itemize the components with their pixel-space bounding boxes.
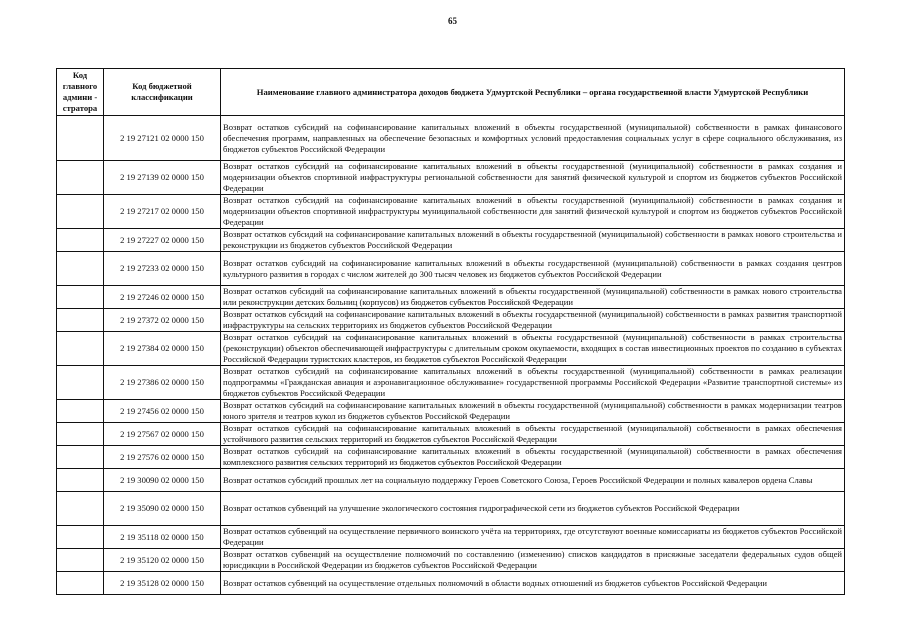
admin-code-cell [57, 492, 104, 526]
budget-code-cell: 2 19 27227 02 0000 150 [104, 229, 221, 252]
admin-code-cell [57, 549, 104, 572]
header-budget-code: Код бюджетной классификации [104, 69, 221, 116]
revenue-name-cell: Возврат остатков субсидий на софинансирование капитальных вложений в объекты государственной (муниципальной) собственности в рамках создания центров культурного развития в городах с числом жителей до 300 тысяч человек из бюджетов субъектов Российской Федерации [221, 252, 845, 286]
header-admin-code: Код главного админи - стратора [57, 69, 104, 116]
table-header-row [57, 69, 845, 116]
budget-code-cell: 2 19 27217 02 0000 150 [104, 195, 221, 229]
revenue-name-cell: Возврат остатков субсидий на софинансирование капитальных вложений в объекты государственной (муниципальной) собственности в рамках модернизации театров юного зрителя и театров кукол из бюджетов субъектов Российской Федерации [221, 400, 845, 423]
table-row [57, 469, 845, 492]
revenue-name-cell: Возврат остатков субвенций на осуществление первичного воинского учёта на территориях, где отсутствуют военные комиссариаты из бюджетов субъектов Российской Федерации [221, 526, 845, 549]
revenue-name-cell: Возврат остатков субсидий на софинансирование капитальных вложений в объекты государственной (муниципальной) собственности в рамках реализации подпрограммы «Гражданская авиация и аэронавигационное обслуживание» государственной программы Российской Федерации «Развитие транспортной системы» из бюджетов субъектов Российской Федерации [221, 366, 845, 400]
budget-code-cell: 2 19 27456 02 0000 150 [104, 400, 221, 423]
revenue-name-cell: Возврат остатков субсидий на софинансирование капитальных вложений в объекты государственной (муниципальной) собственности в рамках обеспечения устойчивого развития сельских территорий из бюджетов субъектов Российской Федерации [221, 423, 845, 446]
admin-code-cell [57, 366, 104, 400]
budget-code-cell: 2 19 27576 02 0000 150 [104, 446, 221, 469]
budget-code-cell: 2 19 35090 02 0000 150 [104, 492, 221, 526]
table-row [57, 195, 845, 229]
revenue-name-cell: Возврат остатков субсидий на софинансирование капитальных вложений в объекты государственной (муниципальной) собственности в рамках нового строительства и реконструкции из бюджетов субъектов Российской Федерации [221, 229, 845, 252]
admin-code-cell [57, 195, 104, 229]
revenue-name-cell: Возврат остатков субвенций на осуществление отдельных полномочий в области водных отношений из бюджетов субъектов Российской Федерации [221, 572, 845, 595]
header-administrator-name: Наименование главного администратора доходов бюджета Удмуртской Республики – органа государственной власти Удмуртской Республики [221, 69, 845, 116]
table-row [57, 116, 845, 161]
revenue-name-cell: Возврат остатков субсидий на софинансирование капитальных вложений в объекты государственной (муниципальной) собственности в рамках нового строительства или реконструкции детских больниц (корпусов) из бюджетов субъектов Российской Федерации [221, 286, 845, 309]
revenue-name-cell: Возврат остатков субсидий на софинансирование капитальных вложений в объекты государственной (муниципальной) собственности в рамках создания и модернизации объектов спортивной инфраструктуры региональной собственности для занятий физической культурой и спортом из бюджетов субъектов Российской Федерации [221, 161, 845, 195]
table-row [57, 252, 845, 286]
revenue-name-cell: Возврат остатков субсидий на софинансирование капитальных вложений в объекты государственной (муниципальной) собственности в рамках строительства (реконструкции) объектов обеспечивающей инфраструктуры с длительным сроком окупаемости, входящих в состав инвестиционных проектов по созданию в субъектах Российской Федерации туристских кластеров, из бюджетов субъектов Российской Федерации [221, 332, 845, 366]
budget-code-cell: 2 19 27384 02 0000 150 [104, 332, 221, 366]
table-row [57, 423, 845, 446]
revenue-name-cell: Возврат остатков субсидий на софинансирование капитальных вложений в объекты государственной (муниципальной) собственности в рамках развития транспортной инфраструктуры на сельских территориях из бюджетов субъектов Российской Федерации [221, 309, 845, 332]
admin-code-cell [57, 400, 104, 423]
budget-code-cell: 2 19 35118 02 0000 150 [104, 526, 221, 549]
budget-code-cell: 2 19 27246 02 0000 150 [104, 286, 221, 309]
revenue-name-cell: Возврат остатков субсидий прошлых лет на социальную поддержку Героев Советского Союза, Героев Российской Федерации и полных кавалеров ордена Славы [221, 469, 845, 492]
budget-code-cell: 2 19 27139 02 0000 150 [104, 161, 221, 195]
table-row [57, 229, 845, 252]
table-row [57, 366, 845, 400]
budget-code-cell: 2 19 35128 02 0000 150 [104, 572, 221, 595]
admin-code-cell [57, 116, 104, 161]
admin-code-cell [57, 252, 104, 286]
table-row [57, 309, 845, 332]
admin-code-cell [57, 446, 104, 469]
table-row [57, 332, 845, 366]
table-row [57, 400, 845, 423]
revenue-administrators-table [56, 68, 845, 595]
page-number: 65 [448, 16, 457, 26]
table-body [57, 116, 845, 595]
table-row [57, 526, 845, 549]
admin-code-cell [57, 229, 104, 252]
revenue-name-cell: Возврат остатков субвенций на улучшение экологического состояния гидрографической сети из бюджетов субъектов Российской Федерации [221, 492, 845, 526]
admin-code-cell [57, 332, 104, 366]
admin-code-cell [57, 309, 104, 332]
admin-code-cell [57, 161, 104, 195]
budget-code-cell: 2 19 27567 02 0000 150 [104, 423, 221, 446]
budget-code-cell: 2 19 35120 02 0000 150 [104, 549, 221, 572]
table-row [57, 446, 845, 469]
budget-code-cell: 2 19 27121 02 0000 150 [104, 116, 221, 161]
budget-code-cell: 2 19 27386 02 0000 150 [104, 366, 221, 400]
revenue-name-cell: Возврат остатков субсидий на софинансирование капитальных вложений в объекты государственной (муниципальной) собственности в рамках создания и модернизации объектов спортивной инфраструктуры муниципальной собственности для занятий физической культурой и спортом из бюджетов субъектов Российской Федерации [221, 195, 845, 229]
admin-code-cell [57, 469, 104, 492]
admin-code-cell [57, 423, 104, 446]
budget-code-cell: 2 19 27372 02 0000 150 [104, 309, 221, 332]
table-row [57, 161, 845, 195]
budget-code-cell: 2 19 27233 02 0000 150 [104, 252, 221, 286]
admin-code-cell [57, 572, 104, 595]
budget-code-cell: 2 19 30090 02 0000 150 [104, 469, 221, 492]
revenue-name-cell: Возврат остатков субсидий на софинансирование капитальных вложений в объекты государственной (муниципальной) собственности в рамках обеспечения комплексного развития сельских территорий из бюджетов субъектов Российской Федерации [221, 446, 845, 469]
table-row [57, 549, 845, 572]
admin-code-cell [57, 286, 104, 309]
table-row [57, 286, 845, 309]
table-row [57, 492, 845, 526]
revenue-name-cell: Возврат остатков субвенций на осуществление полномочий по составлению (изменению) списков кандидатов в присяжные заседатели федеральных судов общей юрисдикции в Российской Федерации из бюджетов субъектов Российской Федерации [221, 549, 845, 572]
admin-code-cell [57, 526, 104, 549]
table-row [57, 572, 845, 595]
revenue-name-cell: Возврат остатков субсидий на софинансирование капитальных вложений в объекты государственной (муниципальной) собственности в рамках финансового обеспечения программ, направленных на обеспечение безопасных и комфортных условий предоставления социальных услуг в сфере социального обслуживания, из бюджетов субъектов Российской Федерации [221, 116, 845, 161]
